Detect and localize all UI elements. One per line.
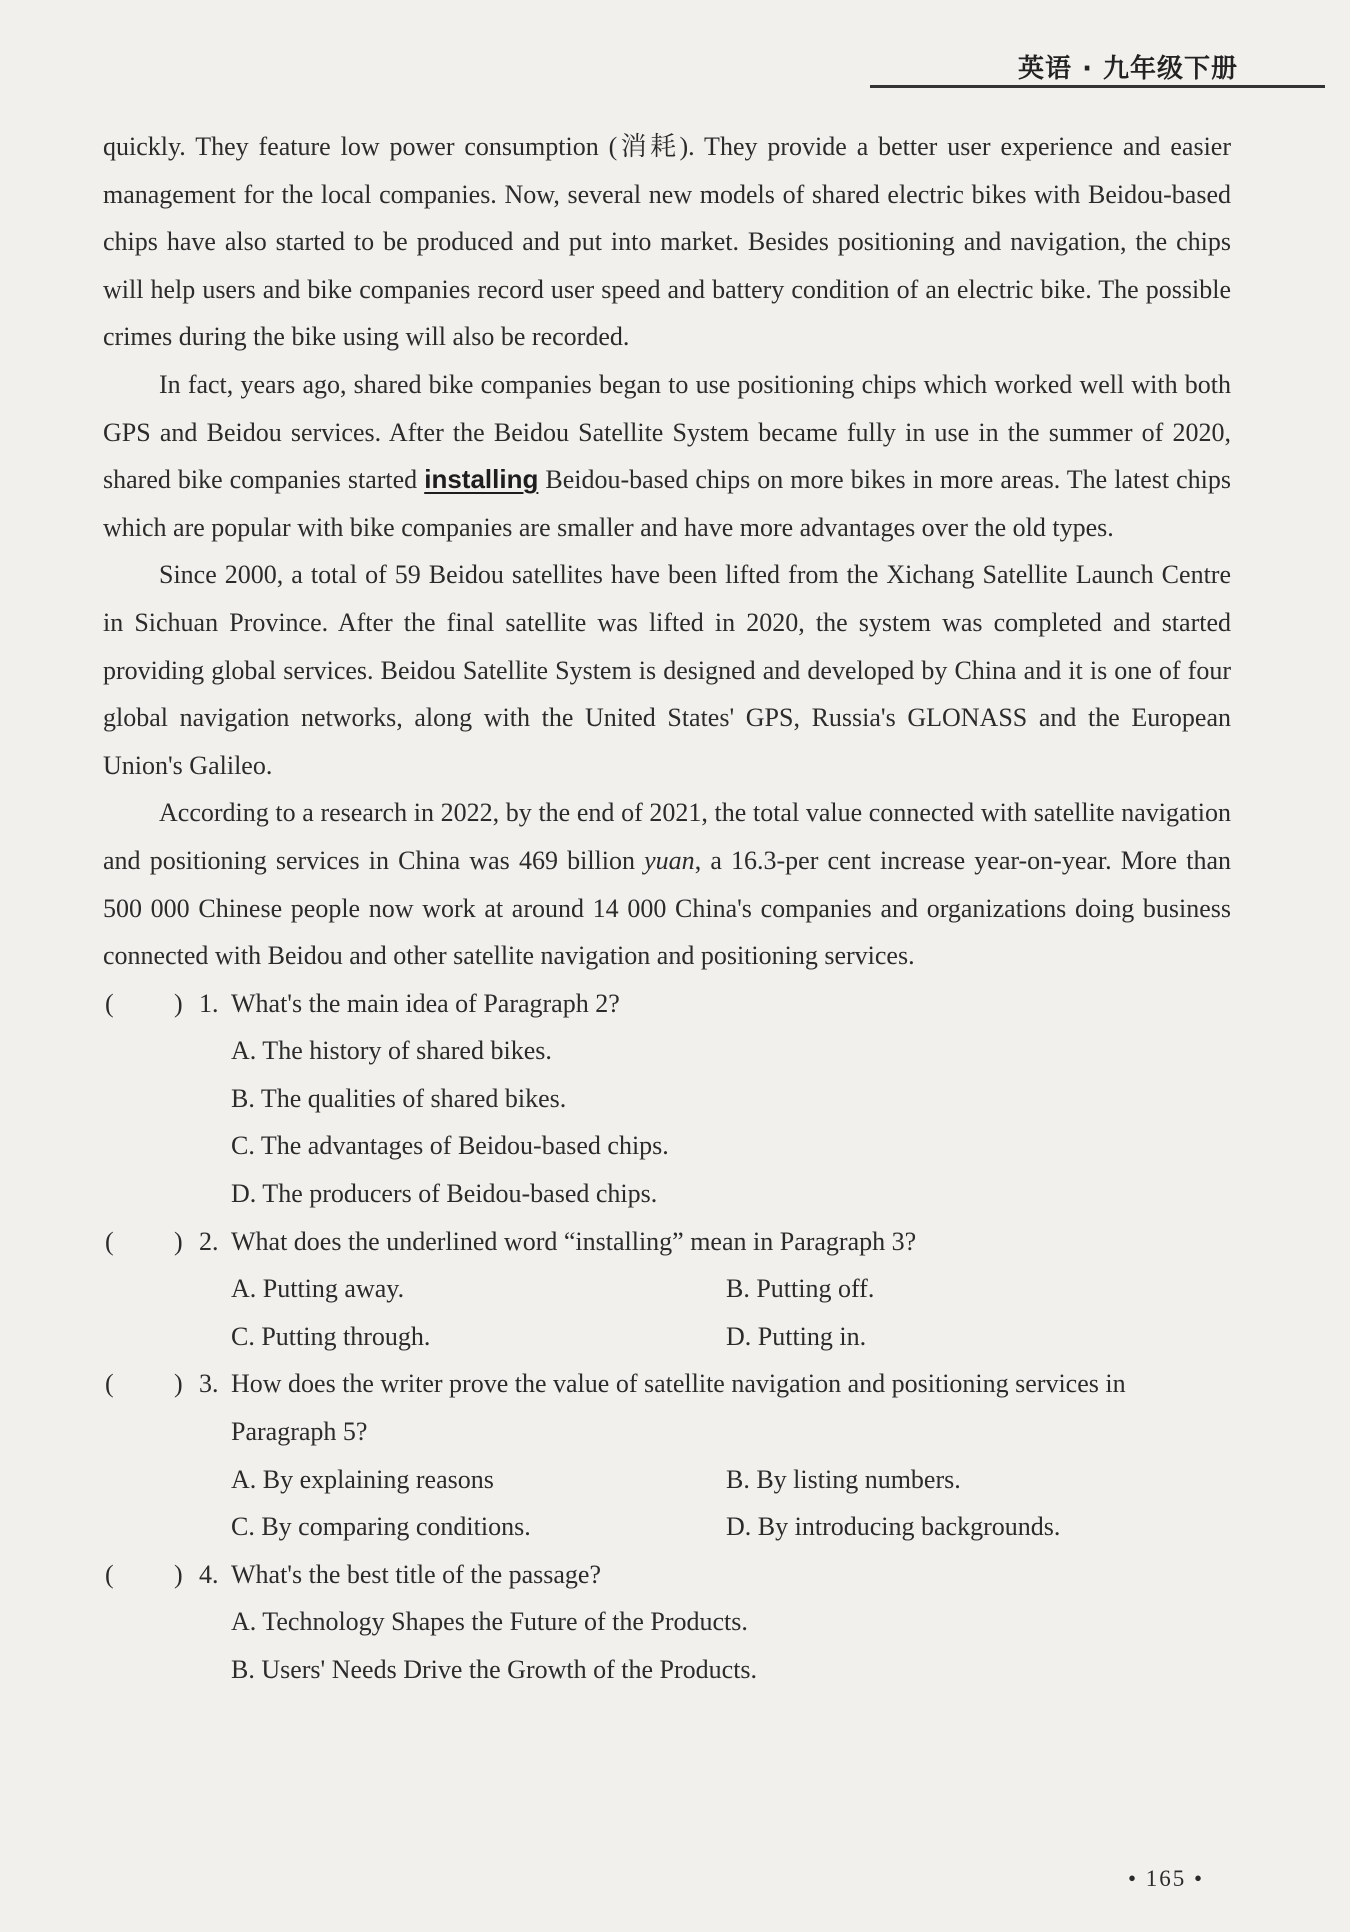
answer-bracket-close: ) xyxy=(174,1369,183,1399)
option-b: B. Putting off. xyxy=(726,1274,875,1304)
option-b: B. The qualities of shared bikes. xyxy=(231,1083,567,1113)
question-3-options xyxy=(103,1456,1231,1551)
option-row xyxy=(231,1265,1231,1313)
paragraph-4-text-a: According to a research in 2022, by the end of 2021, the total value connected with satellite navigation and positioning services in China was 469 billion xyxy=(103,798,1231,875)
question-number: 1. xyxy=(199,988,219,1018)
page-content xyxy=(103,123,1231,1694)
option-d: D. Putting in. xyxy=(726,1321,867,1351)
question-stem: How does the writer prove the value of satellite navigation and positioning services in Paragraph 5? xyxy=(231,1369,1126,1447)
answer-bracket-close: ) xyxy=(174,988,183,1018)
option-row xyxy=(231,1456,1231,1504)
paragraph-3: Since 2000, a total of 59 Beidou satellites have been lifted from the Xichang Satellite Launch Centre in Sichuan Province. After the final satellite was lifted in 2020, the system was completed and started providing global services. Beidou Satellite System is designed and developed by China and it is one of four global navigation networks, along with the United States' GPS, Russia's GLONASS and the European Union's Galileo. xyxy=(103,560,1231,780)
option-b: B. Users' Needs Drive the Growth of the Products. xyxy=(231,1655,758,1684)
paragraph-2 xyxy=(103,361,1231,551)
answer-bracket-open: ( xyxy=(105,988,114,1018)
page-number: • 165 • xyxy=(1128,1866,1205,1891)
question-3 xyxy=(103,1360,1231,1455)
answer-bracket-close: ) xyxy=(174,1226,183,1256)
paragraph-4-text-b: , a 16.3-per cent increase year-on-year. More than 500 000 Chinese people now work at around 14 000 China's companies and organizations doing business connected with Beidou and other satellite navigation and positioning services. xyxy=(103,845,1232,971)
question-number: 2. xyxy=(199,1226,219,1256)
option-row xyxy=(231,1313,1231,1361)
answer-bracket-open: ( xyxy=(105,1226,114,1256)
question-2 xyxy=(103,1218,1231,1266)
header-rule xyxy=(870,85,1325,88)
question-1-options xyxy=(103,1027,1231,1217)
option-c: C. By comparing conditions. xyxy=(231,1512,531,1542)
option-d: D. The producers of Beidou-based chips. xyxy=(231,1179,658,1209)
question-2-options xyxy=(103,1265,1231,1360)
question-stem: What does the underlined word “installing” mean in Paragraph 3? xyxy=(231,1226,917,1256)
question-number: 4. xyxy=(199,1559,219,1589)
answer-bracket-open: ( xyxy=(105,1369,114,1399)
paragraph-4 xyxy=(103,789,1231,979)
option-a: A. Putting away. xyxy=(231,1274,405,1304)
answer-bracket-close: ) xyxy=(174,1559,183,1589)
option-d: D. By introducing backgrounds. xyxy=(726,1512,1061,1542)
paragraph-2-text-b: Beidou-based chips on more bikes in more areas. The latest chips which are popular with bike companies are smaller and have more advantages over the old types. xyxy=(103,465,1231,542)
option-a: A. The history of shared bikes. xyxy=(231,1036,552,1066)
paragraph-2-text-a: In fact, years ago, shared bike companies began to use positioning chips which worked well with both GPS and Beidou services. After the Beidou Satellite System became fully in use in the summer of 2020, shared bike companies started xyxy=(103,369,1231,495)
question-number: 3. xyxy=(199,1369,219,1399)
question-4-options xyxy=(103,1598,1231,1693)
paragraph-1: quickly. They feature low power consumption (消耗). They provide a better user experience and easier management for the local companies. Now, several new models of shared electric bikes with Beidou-based chips have also started to be produced and put into market. Besides positioning and navigation, the chips will help users and bike companies record user speed and battery condition of an electric bike. The possible crimes during the bike using will also be recorded. xyxy=(103,132,1231,352)
option-c: C. Putting through. xyxy=(231,1321,431,1351)
italic-word: yuan xyxy=(644,845,695,875)
page-header-title: 英语 · 九年级下册 xyxy=(1018,54,1238,84)
option-c: C. The advantages of Beidou-based chips. xyxy=(231,1131,669,1161)
option-row xyxy=(231,1503,1231,1551)
question-4 xyxy=(103,1551,1231,1599)
option-a: A. By explaining reasons xyxy=(231,1464,494,1494)
answer-bracket-open: ( xyxy=(105,1559,114,1589)
question-stem: What's the main idea of Paragraph 2? xyxy=(231,988,620,1018)
option-b: B. By listing numbers. xyxy=(726,1464,961,1494)
question-stem: What's the best title of the passage? xyxy=(231,1559,602,1589)
option-a: A. Technology Shapes the Future of the Products. xyxy=(231,1607,748,1637)
question-1 xyxy=(103,980,1231,1028)
underlined-word: installing xyxy=(424,464,539,495)
